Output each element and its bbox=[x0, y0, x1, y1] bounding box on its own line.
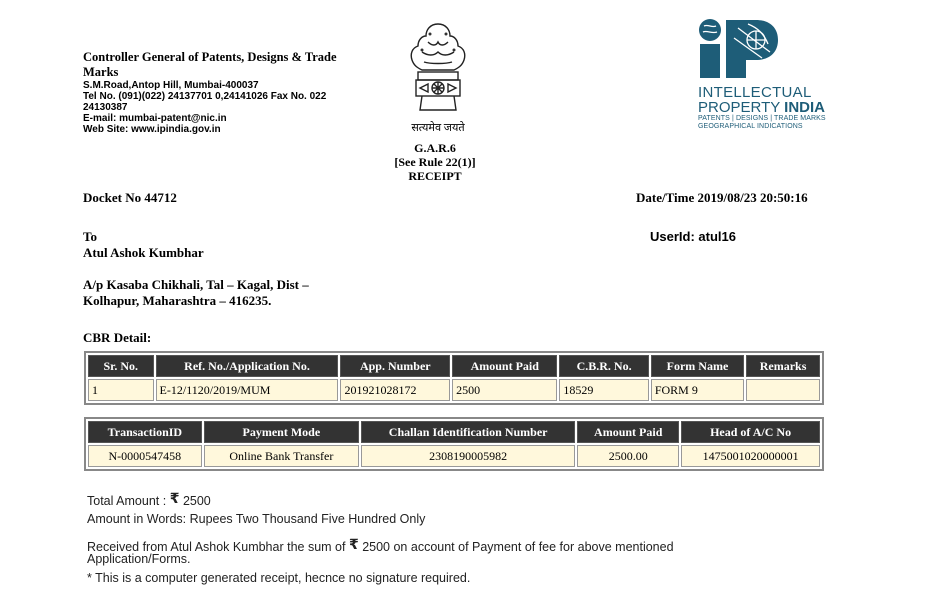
to-label: To bbox=[83, 229, 97, 244]
cbr-cell-ref: E-12/1120/2019/MUM bbox=[156, 379, 339, 401]
received-suffix: on account of Payment of fee for above mentioned bbox=[393, 540, 674, 554]
computer-generated-note: * This is a computer generated receipt, hecnce no signature required. bbox=[87, 571, 471, 585]
txn-header-row bbox=[88, 421, 820, 443]
txn-cell-mode: Online Bank Transfer bbox=[204, 445, 359, 467]
user-id: UserId: atul16 bbox=[650, 229, 736, 244]
cbr-table bbox=[84, 351, 824, 405]
amount-in-words: Amount in Words: Rupees Two Thousand Five Hundred Only bbox=[87, 512, 426, 526]
office-name: Controller General of Patents, Designs & Trade Marks bbox=[83, 50, 337, 79]
rupee-icon: ₹ bbox=[169, 490, 180, 506]
txn-col-challan: Challan Identification Number bbox=[361, 421, 575, 443]
ip-india-logo bbox=[698, 18, 838, 131]
total-value: 2500 bbox=[182, 494, 211, 508]
received-prefix: Received from Atul Ashok Kumbhar the sum of bbox=[87, 540, 346, 554]
ip-logo-line3: PATENTS | DESIGNS | TRADE MARKS bbox=[698, 115, 826, 122]
form-rule: [See Rule 22(1)] bbox=[394, 155, 476, 169]
form-code: G.A.R.6 bbox=[414, 141, 456, 155]
received-line2: Application/Forms. bbox=[87, 552, 191, 566]
txn-cell-amount: 2500.00 bbox=[577, 445, 679, 467]
cbr-cell-cbr: 18529 bbox=[559, 379, 648, 401]
cbr-cell-app-number: 201921028172 bbox=[340, 379, 450, 401]
txn-cell-challan: 2308190005982 bbox=[361, 445, 575, 467]
ip-logo-line2 bbox=[698, 100, 838, 115]
address-line2: Kolhapur, Maharashtra – 416235. bbox=[83, 293, 272, 308]
recipient-name: Atul Ashok Kumbhar bbox=[83, 245, 204, 260]
txn-col-amount: Amount Paid bbox=[577, 421, 679, 443]
ip-logo-icon bbox=[698, 18, 780, 80]
txn-cell-head: 1475001020000001 bbox=[681, 445, 820, 467]
ip-logo-line1: INTELLECTUAL bbox=[698, 84, 812, 101]
office-address: S.M.Road,Antop Hill, Mumbai-400037 bbox=[83, 80, 259, 91]
cbr-col-amount: Amount Paid bbox=[452, 355, 557, 377]
txn-col-mode: Payment Mode bbox=[204, 421, 359, 443]
cbr-cell-sr: 1 bbox=[88, 379, 154, 401]
office-header bbox=[83, 50, 343, 135]
cbr-cell-form: FORM 9 bbox=[651, 379, 744, 401]
ip-logo-line4: GEOGRAPHICAL INDICATIONS bbox=[698, 123, 803, 130]
cbr-cell-amount: 2500 bbox=[452, 379, 557, 401]
lion-capital-icon bbox=[400, 18, 476, 118]
ip-logo-property: PROPERTY bbox=[698, 99, 780, 116]
received-amount: 2500 bbox=[362, 540, 390, 554]
transaction-table bbox=[84, 417, 824, 471]
cbr-header-row bbox=[88, 355, 820, 377]
rupee-icon: ₹ bbox=[348, 536, 359, 552]
cbr-cell-remarks bbox=[746, 379, 820, 401]
form-title: RECEIPT bbox=[408, 169, 462, 183]
cbr-col-remarks: Remarks bbox=[746, 355, 820, 377]
receipt-datetime: Date/Time 2019/08/23 20:50:16 bbox=[636, 190, 808, 205]
national-emblem bbox=[388, 18, 488, 135]
ip-logo-india: INDIA bbox=[784, 99, 825, 116]
emblem-motto: सत्यमेव जयते bbox=[411, 122, 465, 134]
cbr-col-sr: Sr. No. bbox=[88, 355, 154, 377]
total-amount bbox=[87, 490, 211, 508]
txn-cell-id: N-0000547458 bbox=[88, 445, 202, 467]
txn-col-head: Head of A/C No bbox=[681, 421, 820, 443]
office-email: E-mail: mumbai-patent@nic.in bbox=[83, 113, 227, 124]
table-row bbox=[88, 445, 820, 467]
office-tel: Tel No. (091)(022) 24137701 0,24141026 Fax No. 022 24130387 bbox=[83, 91, 327, 113]
table-row bbox=[88, 379, 820, 401]
total-label: Total Amount : bbox=[87, 494, 167, 508]
address-line1: A/p Kasaba Chikhali, Tal – Kagal, Dist – bbox=[83, 277, 309, 292]
cbr-col-form: Form Name bbox=[651, 355, 744, 377]
txn-col-id: TransactionID bbox=[88, 421, 202, 443]
cbr-col-ref: Ref. No./Application No. bbox=[156, 355, 339, 377]
cbr-col-app-number: App. Number bbox=[340, 355, 450, 377]
office-website: Web Site: www.ipindia.gov.in bbox=[83, 124, 221, 135]
docket-number: Docket No 44712 bbox=[83, 190, 177, 205]
cbr-title: CBR Detail: bbox=[83, 330, 152, 345]
form-heading bbox=[360, 141, 510, 183]
cbr-col-cbr: C.B.R. No. bbox=[559, 355, 648, 377]
